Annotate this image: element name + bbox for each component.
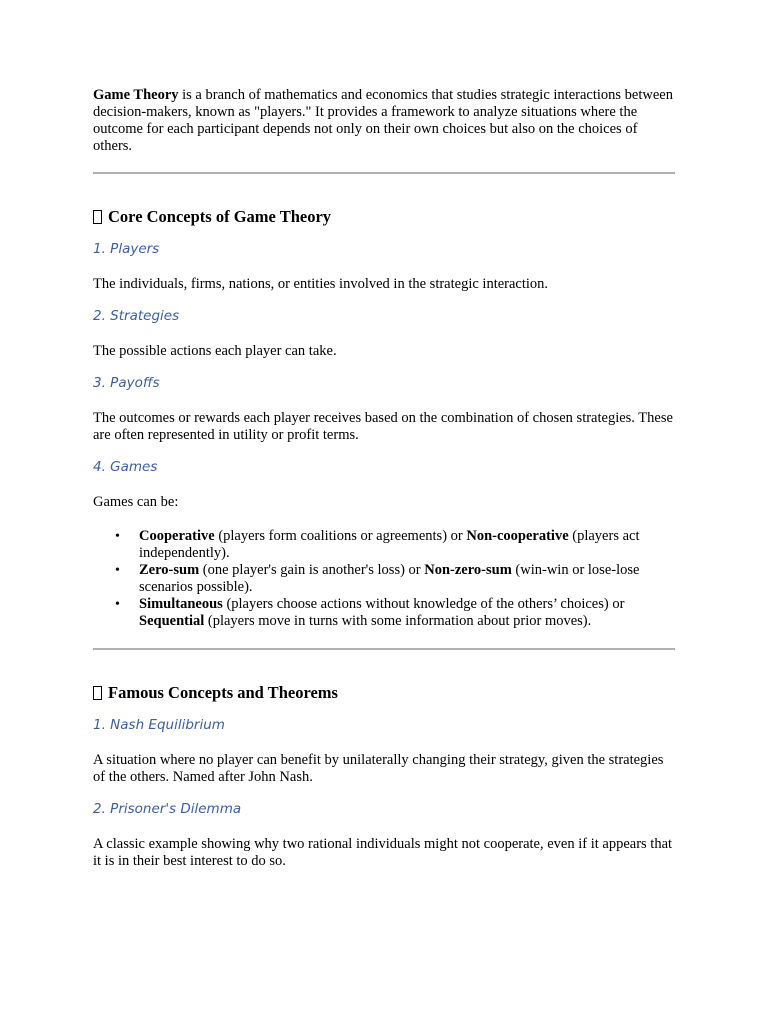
intro-text: is a branch of mathematics and economics that studies strategic interactions between decision-makers, known as "players." It provides a framework to analyze situations where the outcome for each participant depends not only on their own choices but also on the choices of others. (93, 87, 673, 154)
paragraph-payoffs: The outcomes or rewards each player receives based on the combination of chosen strategies. These are often represented in utility or profit terms. (93, 410, 673, 443)
subheading-prisoners-dilemma: 2. Prisoner's Dilemma (93, 801, 242, 817)
list-item: • Cooperative (players form coalitions or agreements) or Non-cooperative (players act independently). (139, 528, 675, 562)
list-item: • Zero-sum (one player's gain is another's loss) or Non-zero-sum (win-win or lose-lose scenarios possible). (139, 562, 675, 596)
missing-glyph-icon (93, 210, 102, 224)
intro-paragraph (93, 87, 675, 155)
subheading-strategies: 2. Strategies (93, 308, 180, 324)
games-bullet-list (93, 528, 675, 630)
paragraph-nash-equilibrium: A situation where no player can benefit by unilaterally changing their strategy, given the strategies of the others. Named after John Nash. (93, 752, 664, 785)
paragraph-strategies: The possible actions each player can take. (93, 343, 337, 359)
paragraph-players: The individuals, firms, nations, or entities involved in the strategic interaction. (93, 276, 549, 292)
section-heading-core-concepts: Core Concepts of Game Theory (93, 207, 675, 227)
section-heading-famous-concepts: Famous Concepts and Theorems (93, 683, 675, 703)
divider (93, 648, 675, 650)
paragraph-games: Games can be: (93, 494, 179, 510)
paragraph-prisoners-dilemma: A classic example showing why two rational individuals might not cooperate, even if it appears that it is in their best interest to do so. (93, 836, 673, 869)
missing-glyph-icon (93, 686, 102, 700)
list-item: • Simultaneous (players choose actions without knowledge of the others’ choices) or Sequential (players move in turns with some information about prior moves). (139, 596, 675, 630)
subheading-games: 4. Games (93, 459, 158, 475)
subheading-nash-equilibrium: 1. Nash Equilibrium (93, 717, 225, 733)
intro-term: Game Theory (93, 87, 179, 103)
subheading-payoffs: 3. Payoffs (93, 375, 160, 391)
document-page (93, 87, 675, 870)
divider (93, 172, 675, 174)
subheading-players: 1. Players (93, 241, 160, 257)
